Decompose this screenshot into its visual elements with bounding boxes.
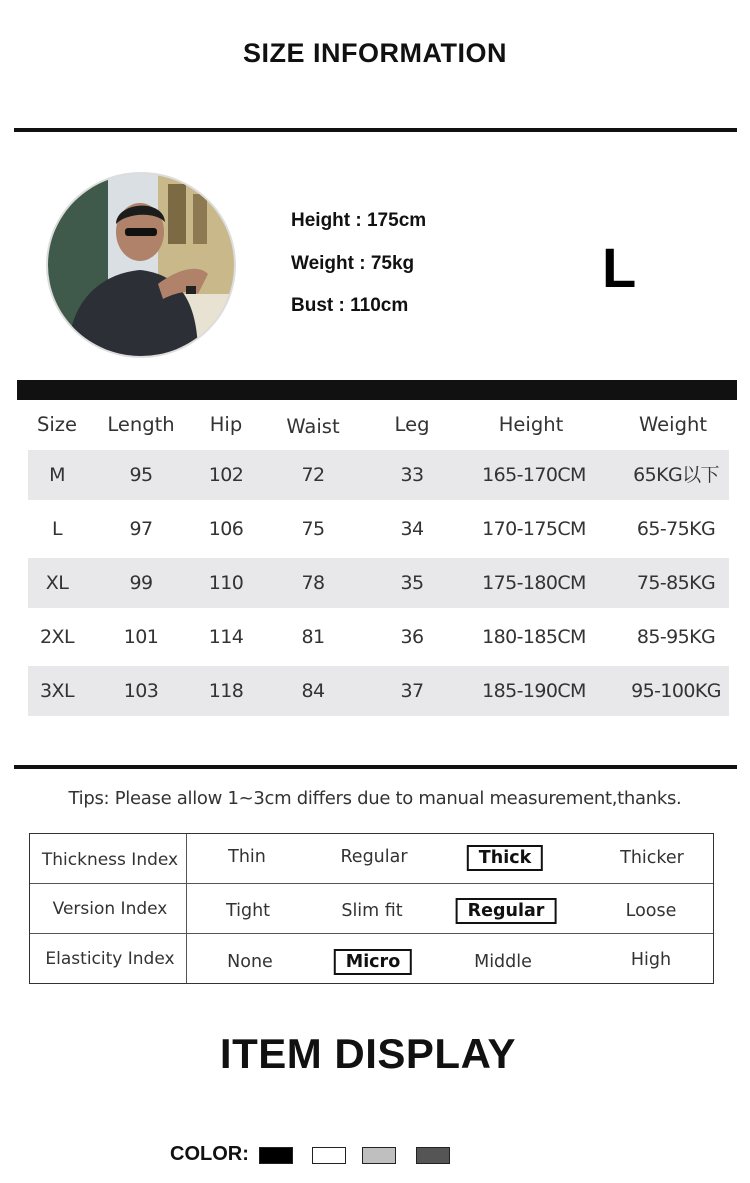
table-cell: XL — [45, 572, 69, 594]
table-cell: 103 — [123, 680, 159, 702]
table-cell: 102 — [208, 464, 244, 486]
table-cell: 2XL — [40, 626, 74, 648]
table-cell: 99 — [129, 572, 153, 594]
color-swatch-white[interactable] — [312, 1147, 346, 1164]
table-cell: 114 — [208, 626, 244, 648]
version-option: Loose — [625, 901, 677, 921]
table-cell: 81 — [301, 626, 325, 648]
index-table — [29, 833, 714, 984]
column-header: Length — [107, 413, 175, 436]
elasticity-option-selected: Micro — [334, 949, 412, 975]
table-row — [28, 558, 729, 608]
table-cell: 33 — [400, 464, 424, 486]
thickness-option: Thin — [228, 847, 266, 867]
thickness-index-label: Thickness Index — [41, 850, 179, 870]
elasticity-option: High — [630, 950, 672, 970]
model-size: L — [602, 236, 637, 299]
column-header: Height — [498, 413, 564, 436]
thickness-option-selected: Thick — [467, 845, 543, 871]
table-cell: 165-170CM — [482, 464, 586, 486]
table-cell: 35 — [400, 572, 424, 594]
model-photo — [46, 172, 236, 358]
table-cell: L — [52, 518, 62, 540]
model-photo-image — [48, 174, 234, 356]
table-cell: 110 — [208, 572, 244, 594]
table-cell: 180-185CM — [482, 626, 586, 648]
table-cell: 85-95KG — [636, 626, 716, 648]
table-cell: 97 — [129, 518, 153, 540]
size-table-header — [28, 400, 729, 450]
table-cell: 65KG以下 — [633, 464, 719, 486]
thickness-option: Thicker — [620, 848, 684, 868]
elasticity-option: None — [227, 952, 273, 972]
table-cell: 3XL — [40, 680, 74, 702]
model-bust: Bust : 110cm — [291, 295, 409, 316]
table-row — [28, 666, 729, 716]
color-swatch-light-gray[interactable] — [362, 1147, 396, 1164]
table-cell: 72 — [301, 464, 325, 486]
elasticity-option: Middle — [474, 952, 532, 972]
elasticity-index-label: Elasticity Index — [45, 949, 175, 969]
table-cell: M — [49, 464, 65, 486]
index-table-divider — [30, 883, 713, 884]
table-cell: 75 — [301, 518, 325, 540]
version-option-selected: Regular — [456, 898, 557, 924]
model-weight: Weight : 75kg — [291, 253, 415, 274]
column-header: Size — [36, 413, 78, 436]
column-header: Leg — [394, 413, 430, 436]
index-table-divider — [30, 933, 713, 934]
table-cell: 170-175CM — [482, 518, 586, 540]
table-cell: 101 — [123, 626, 159, 648]
color-swatch-black[interactable] — [259, 1147, 293, 1164]
color-swatch-dark-gray[interactable] — [416, 1147, 450, 1164]
table-cell: 118 — [208, 680, 244, 702]
table-cell: 95-100KG — [631, 680, 721, 702]
table-row — [28, 504, 729, 554]
table-cell: 34 — [400, 518, 424, 540]
column-header: Weight — [639, 413, 707, 436]
page-title: SIZE INFORMATION — [243, 38, 507, 68]
column-header: Waist — [286, 415, 340, 438]
version-option: Tight — [225, 901, 271, 921]
version-index-label: Version Index — [52, 899, 168, 919]
table-cell: 37 — [400, 680, 424, 702]
version-option: Slim fit — [341, 901, 403, 921]
table-cell: 36 — [400, 626, 424, 648]
table-top-bar — [17, 380, 737, 400]
table-cell: 175-180CM — [482, 572, 586, 594]
table-cell: 78 — [301, 572, 325, 594]
size-table — [28, 400, 729, 716]
table-row — [28, 612, 729, 662]
model-height: Height : 175cm — [291, 210, 427, 231]
table-cell: 75-85KG — [636, 572, 716, 594]
header-divider — [14, 128, 737, 132]
tips-divider — [14, 765, 737, 769]
table-cell: 65-75KG — [636, 518, 716, 540]
table-cell: 185-190CM — [482, 680, 586, 702]
table-cell: 106 — [208, 518, 244, 540]
table-row — [28, 450, 729, 500]
item-display-heading: ITEM DISPLAY — [219, 1030, 517, 1077]
tips-text: Tips: Please allow 1~3cm differs due to manual measurement,thanks. — [68, 788, 682, 809]
column-header: Hip — [209, 413, 243, 436]
color-label: COLOR: — [170, 1143, 249, 1165]
thickness-option: Regular — [340, 847, 408, 867]
table-cell: 95 — [129, 464, 153, 486]
table-cell: 84 — [301, 680, 325, 702]
